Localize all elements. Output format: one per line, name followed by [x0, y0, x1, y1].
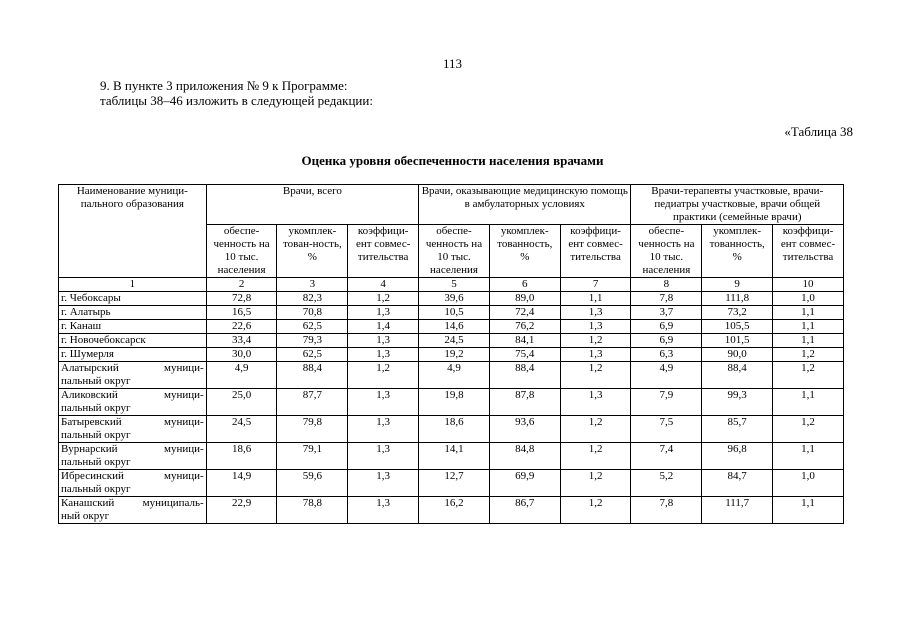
table-cell: 18,6 — [206, 443, 277, 470]
table-cell: 7,9 — [631, 389, 702, 416]
municipality-name — [59, 362, 207, 389]
table-cell: 4,9 — [206, 362, 277, 389]
table-cell: 1,1 — [773, 306, 844, 320]
table-cell: 1,2 — [560, 443, 631, 470]
header-coefficient: коэффици-ент совмес-тительства — [348, 225, 419, 278]
table-cell: 10,5 — [419, 306, 490, 320]
municipality-name: г. Чебоксары — [59, 292, 207, 306]
header-supply: обеспе-ченность на 10 тыс. населения — [206, 225, 277, 278]
table-cell: 1,3 — [348, 389, 419, 416]
intro-text — [100, 78, 373, 108]
table-cell: 4,9 — [631, 362, 702, 389]
table-cell: 1,3 — [348, 443, 419, 470]
table-cell: 1,3 — [560, 348, 631, 362]
table-cell: 7,4 — [631, 443, 702, 470]
table-cell: 4,9 — [419, 362, 490, 389]
municipality-name-line-1: Аликовский муници- — [61, 389, 204, 401]
table-cell: 1,3 — [348, 470, 419, 497]
table-cell: 1,2 — [773, 348, 844, 362]
table-cell: 84,8 — [489, 443, 560, 470]
table-cell: 73,2 — [702, 306, 773, 320]
municipality-name: г. Канаш — [59, 320, 207, 334]
municipality-name: г. Алатырь — [59, 306, 207, 320]
table-cell: 16,2 — [419, 497, 490, 524]
municipality-name — [59, 497, 207, 524]
table-cell: 87,7 — [277, 389, 348, 416]
header-staffing: укомплек-тован-ность, % — [277, 225, 348, 278]
table-cell: 24,5 — [206, 416, 277, 443]
column-number: 1 — [59, 278, 207, 292]
table-cell: 78,8 — [277, 497, 348, 524]
table-cell: 33,4 — [206, 334, 277, 348]
municipality-name-line-1: Батыревский муници- — [61, 416, 204, 428]
table-cell: 24,5 — [419, 334, 490, 348]
table-cell: 105,5 — [702, 320, 773, 334]
municipality-name-line-2: пальный округ — [61, 483, 131, 495]
table-cell: 111,7 — [702, 497, 773, 524]
table-cell: 1,2 — [560, 497, 631, 524]
header-group-outpatient: Врачи, оказывающие медицинскую помощь в амбулаторных условиях — [419, 185, 631, 225]
table-cell: 62,5 — [277, 348, 348, 362]
table-cell: 6,9 — [631, 320, 702, 334]
table-cell: 85,7 — [702, 416, 773, 443]
table-cell: 90,0 — [702, 348, 773, 362]
header-staffing: укомплек-тованность, % — [702, 225, 773, 278]
table-cell: 1,3 — [348, 416, 419, 443]
table-cell: 14,1 — [419, 443, 490, 470]
column-number: 8 — [631, 278, 702, 292]
table-cell: 69,9 — [489, 470, 560, 497]
table-cell: 88,4 — [702, 362, 773, 389]
table-cell: 7,8 — [631, 292, 702, 306]
table-cell: 19,2 — [419, 348, 490, 362]
table-cell: 72,8 — [206, 292, 277, 306]
header-row-numbers — [59, 278, 844, 292]
table-cell: 25,0 — [206, 389, 277, 416]
header-staffing: укомплек-тованность, % — [489, 225, 560, 278]
header-row-groups — [59, 185, 844, 225]
municipality-name: г. Новочебоксарск — [59, 334, 207, 348]
header-coefficient: коэффици-ент совмес-тительства — [773, 225, 844, 278]
table-cell: 70,8 — [277, 306, 348, 320]
table-cell: 1,0 — [773, 470, 844, 497]
page-number: 113 — [442, 56, 463, 71]
column-number: 5 — [419, 278, 490, 292]
table-cell: 99,3 — [702, 389, 773, 416]
table-cell: 1,1 — [773, 497, 844, 524]
table-cell: 1,2 — [348, 362, 419, 389]
municipality-name-line-2: ный округ — [61, 510, 110, 522]
municipality-name: г. Шумерля — [59, 348, 207, 362]
table-row — [59, 320, 844, 334]
table-cell: 101,5 — [702, 334, 773, 348]
table-cell: 30,0 — [206, 348, 277, 362]
table-row — [59, 306, 844, 320]
table-cell: 22,9 — [206, 497, 277, 524]
table-cell: 19,8 — [419, 389, 490, 416]
table-cell: 1,3 — [348, 348, 419, 362]
municipality-name — [59, 470, 207, 497]
table-row — [59, 348, 844, 362]
table-cell: 1,3 — [560, 306, 631, 320]
municipality-name-line-2: пальный округ — [61, 456, 131, 468]
municipality-name-line-2: пальный округ — [61, 429, 131, 441]
table-cell: 1,1 — [773, 443, 844, 470]
table-cell: 88,4 — [489, 362, 560, 389]
table-cell: 76,2 — [489, 320, 560, 334]
column-number: 10 — [773, 278, 844, 292]
table-row — [59, 443, 844, 470]
table-cell: 1,3 — [560, 389, 631, 416]
header-supply: обеспе-ченность на 10 тыс. населения — [419, 225, 490, 278]
table-cell: 22,6 — [206, 320, 277, 334]
table-cell: 1,2 — [560, 470, 631, 497]
table-cell: 79,3 — [277, 334, 348, 348]
table-cell: 1,2 — [348, 292, 419, 306]
table-cell: 1,1 — [773, 334, 844, 348]
header-group-all-doctors: Врачи, всего — [206, 185, 418, 225]
header-name: Наименование муници-пального образования — [59, 185, 207, 278]
table-cell: 82,3 — [277, 292, 348, 306]
table-cell: 1,3 — [348, 306, 419, 320]
table-cell: 16,5 — [206, 306, 277, 320]
municipality-name-line-2: пальный округ — [61, 375, 131, 387]
column-number: 3 — [277, 278, 348, 292]
table-cell: 1,3 — [348, 334, 419, 348]
table-cell: 1,3 — [560, 320, 631, 334]
table-cell: 1,4 — [348, 320, 419, 334]
column-number: 6 — [489, 278, 560, 292]
table-cell: 59,6 — [277, 470, 348, 497]
table-cell: 39,6 — [419, 292, 490, 306]
table-cell: 1,2 — [773, 416, 844, 443]
intro-line-2: таблицы 38–46 изложить в следующей редакции: — [100, 93, 373, 108]
header-group-district: Врачи-терапевты участковые, врачи-педиатры участковые, врачи общей практики (семейные врачи) — [631, 185, 844, 225]
table-row — [59, 416, 844, 443]
table-cell: 93,6 — [489, 416, 560, 443]
header-coefficient: коэффици-ент совмес-тительства — [560, 225, 631, 278]
table-cell: 6,3 — [631, 348, 702, 362]
municipality-name-line-1: Канашский муниципаль- — [61, 497, 204, 509]
table-cell: 7,8 — [631, 497, 702, 524]
table-number: «Таблица 38 — [784, 124, 853, 139]
table-cell: 14,6 — [419, 320, 490, 334]
municipality-name-line-1: Вурнарский муници- — [61, 443, 204, 455]
table-cell: 79,1 — [277, 443, 348, 470]
municipality-name-line-1: Алатырский муници- — [61, 362, 204, 374]
intro-line-1: 9. В пункте 3 приложения № 9 к Программе: — [100, 78, 348, 93]
table-cell: 62,5 — [277, 320, 348, 334]
table-cell: 75,4 — [489, 348, 560, 362]
table-cell: 72,4 — [489, 306, 560, 320]
table-cell: 1,0 — [773, 292, 844, 306]
column-number: 7 — [560, 278, 631, 292]
table-cell: 111,8 — [702, 292, 773, 306]
municipality-name-line-2: пальный округ — [61, 402, 131, 414]
table-cell: 18,6 — [419, 416, 490, 443]
table-cell: 14,9 — [206, 470, 277, 497]
column-number: 4 — [348, 278, 419, 292]
table-cell: 1,1 — [560, 292, 631, 306]
table-row — [59, 470, 844, 497]
municipality-name — [59, 416, 207, 443]
table-cell: 84,1 — [489, 334, 560, 348]
column-number: 2 — [206, 278, 277, 292]
table-cell: 3,7 — [631, 306, 702, 320]
table-cell: 12,7 — [419, 470, 490, 497]
table-cell: 1,3 — [348, 497, 419, 524]
table-cell: 1,2 — [773, 362, 844, 389]
table-row — [59, 497, 844, 524]
table-cell: 1,2 — [560, 416, 631, 443]
column-number: 9 — [702, 278, 773, 292]
table-title: Оценка уровня обеспеченности населения врачами — [301, 153, 604, 168]
table-row — [59, 334, 844, 348]
table-row — [59, 362, 844, 389]
table-cell: 87,8 — [489, 389, 560, 416]
table-cell: 1,1 — [773, 320, 844, 334]
table-cell: 7,5 — [631, 416, 702, 443]
municipality-name — [59, 389, 207, 416]
municipality-name — [59, 443, 207, 470]
table-cell: 1,1 — [773, 389, 844, 416]
table-cell: 88,4 — [277, 362, 348, 389]
table-cell: 86,7 — [489, 497, 560, 524]
doctors-supply-table — [58, 184, 844, 524]
table-cell: 1,2 — [560, 362, 631, 389]
table-cell: 89,0 — [489, 292, 560, 306]
table-cell: 96,8 — [702, 443, 773, 470]
table-cell: 5,2 — [631, 470, 702, 497]
table-row — [59, 389, 844, 416]
table-cell: 79,8 — [277, 416, 348, 443]
table-cell: 6,9 — [631, 334, 702, 348]
table-cell: 1,2 — [560, 334, 631, 348]
table-row — [59, 292, 844, 306]
header-supply: обеспе-ченность на 10 тыс. населения — [631, 225, 702, 278]
municipality-name-line-1: Ибресинский муници- — [61, 470, 204, 482]
table-cell: 84,7 — [702, 470, 773, 497]
